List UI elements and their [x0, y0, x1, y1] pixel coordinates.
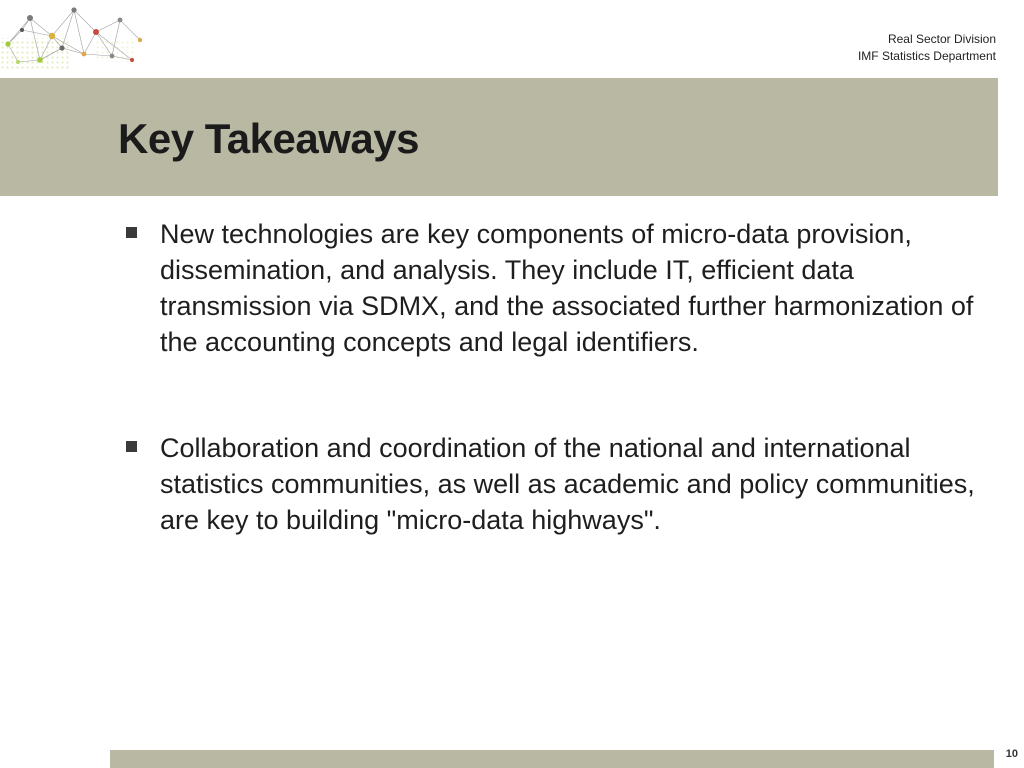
- footer-band: [110, 750, 994, 768]
- network-graph-logo: [0, 0, 160, 78]
- department-info: [858, 31, 996, 65]
- bullet-text: Collaboration and coordination of the national and international statistics communities, as well as academic and policy communities, are key to building "micro-data highways".: [160, 433, 975, 535]
- department-label: IMF Statistics Department: [857, 49, 996, 63]
- slide-title: Key Takeaways: [118, 115, 419, 162]
- page-number: 10: [1005, 748, 1018, 760]
- square-bullet-icon: [126, 227, 137, 238]
- square-bullet-icon: [126, 441, 137, 452]
- bullet-item: [124, 430, 984, 538]
- bullet-text: New technologies are key components of micro-data provision, dissemination, and analysis. They include IT, efficient data transmission via SDMX, and the associated further harmonization of the accounting concepts and legal identifiers.: [160, 219, 974, 357]
- bullet-list: [124, 216, 984, 538]
- division-label: Real Sector Division: [887, 32, 996, 46]
- bullet-item: [124, 216, 984, 360]
